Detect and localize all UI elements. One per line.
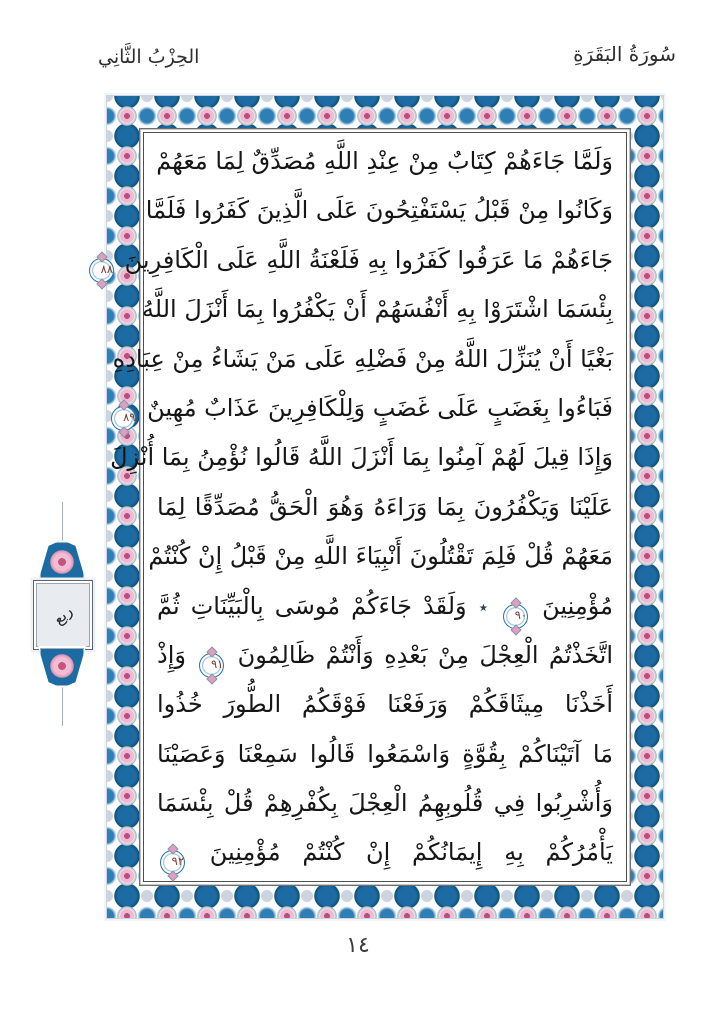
rub-label: ربع — [49, 601, 77, 629]
ayah-text: فَبَاءُوا بِغَضَبٍ عَلَى غَضَبٍ وَلِلْكَافِرِينَ عَذَابٌ مُهِينٌ — [147, 393, 613, 422]
flower-icon — [49, 653, 75, 679]
flower-icon — [49, 549, 75, 575]
quran-lines — [100, 137, 613, 879]
ayah-text: مَا آتَيْنَاكُمْ بِقُوَّةٍ وَاسْمَعُوا قَالُوا سَمِعْنَا وَعَصَيْنَا — [157, 739, 613, 768]
ornamental-border — [100, 96, 663, 918]
rub-medallion — [28, 540, 96, 688]
quran-line — [157, 730, 613, 779]
text-frame — [100, 132, 627, 882]
ayah-text: أَخَذْنَا مِيثَاقَكُمْ وَرَفَعْنَا فَوْقَكُمُ الطُّورَ خُذُوا — [157, 690, 613, 719]
quran-line — [123, 384, 613, 433]
verse-end-marker: ٩٢ — [160, 850, 185, 875]
ayah-text: وَإِذَا قِيلَ لَهُمْ آمِنُوا بِمَا أَنْزَلَ اللَّهُ قَالُوا نُؤْمِنُ بِمَا أُنْزِلَ — [110, 443, 613, 472]
ayah-text: وَأُشْرِبُوا فِي قُلُوبِهِمُ الْعِجْلَ بِكُفْرِهِمْ قُلْ بِئْسَمَا — [157, 789, 613, 818]
medallion-top-finial — [38, 540, 86, 582]
quran-line — [145, 186, 613, 235]
quran-line — [157, 582, 613, 631]
ayah-text: يَأْمُرُكُمْ بِهِ إِيمَانُكُمْ إِنْ كُنْتُمْ مُؤْمِنِينَ — [209, 838, 613, 867]
quran-line — [110, 433, 613, 482]
quran-line — [100, 236, 613, 285]
ayah-text: اتَّخَذْتُمُ الْعِجْلَ مِنْ بَعْدِهِ وَأَنْتُمْ ظَالِمُونَ — [237, 640, 613, 669]
quran-line — [157, 680, 613, 729]
ayah-text: وَكَانُوا مِنْ قَبْلُ يَسْتَفْتِحُونَ عَلَى الَّذِينَ كَفَرُوا فَلَمَّا — [145, 196, 613, 225]
verse-end-marker: ٨٩ — [111, 406, 136, 431]
ayah-text: جَاءَهُمْ مَا عَرَفُوا كَفَرُوا بِهِ فَلَعْنَةُ اللَّهِ عَلَى الْكَافِرِينَ — [124, 245, 613, 274]
quran-line — [157, 631, 613, 680]
rub-label-box — [33, 580, 93, 650]
quran-line — [157, 137, 613, 186]
ayah-text: بَغْيًا أَنْ يُنَزِّلَ اللَّهُ مِنْ فَضْلِهِ عَلَى مَنْ يَشَاءُ مِنْ عِبَادِهِ — [112, 344, 613, 373]
verse-end-marker: ٩٠ — [503, 604, 528, 629]
quran-line — [157, 828, 613, 877]
hizb-label: الحِزْبُ الثَّانِي — [98, 46, 200, 68]
quran-line — [148, 532, 613, 581]
quran-line — [157, 483, 613, 532]
quran-line — [141, 285, 613, 334]
ayah-text: وَإِذْ — [157, 640, 186, 669]
ayah-text: مُؤْمِنِينَ — [542, 591, 613, 620]
verse-end-marker: ٩١ — [199, 653, 224, 678]
rub-el-hizb-star-icon: ٭ — [478, 597, 488, 618]
ayah-text: وَلَمَّا جَاءَهُمْ كِتَابٌ مِنْ عِنْدِ اللَّهِ مُصَدِّقٌ لِمَا مَعَهُمْ — [156, 147, 613, 175]
quran-line — [112, 335, 613, 384]
ayah-text: وَلَقَدْ جَاءَكُمْ مُوسَى بِالْبَيِّنَاتِ ثُمَّ — [157, 591, 467, 620]
ayah-text: عَلَيْنَا وَيَكْفُرُونَ بِمَا وَرَاءَهُ وَهُوَ الْحَقُّ مُصَدِّقًا لِمَا — [157, 492, 613, 521]
surah-title: سُورَةُ البَقَرَةِ — [573, 42, 676, 66]
ayah-text: مَعَهُمْ قُلْ فَلِمَ تَقْتُلُونَ أَنْبِيَاءَ اللَّهِ مِنْ قَبْلُ إِنْ كُنْتُمْ — [148, 542, 613, 571]
ayah-text: بِئْسَمَا اشْتَرَوْا بِهِ أَنْفُسَهُمْ أَنْ يَكْفُرُوا بِمَا أَنْزَلَ اللَّهُ — [141, 295, 613, 324]
quran-line — [157, 779, 613, 828]
page-number: ١٤ — [346, 933, 370, 958]
medallion-bottom-finial — [38, 646, 86, 688]
verse-end-marker: ٨٨ — [89, 258, 114, 283]
